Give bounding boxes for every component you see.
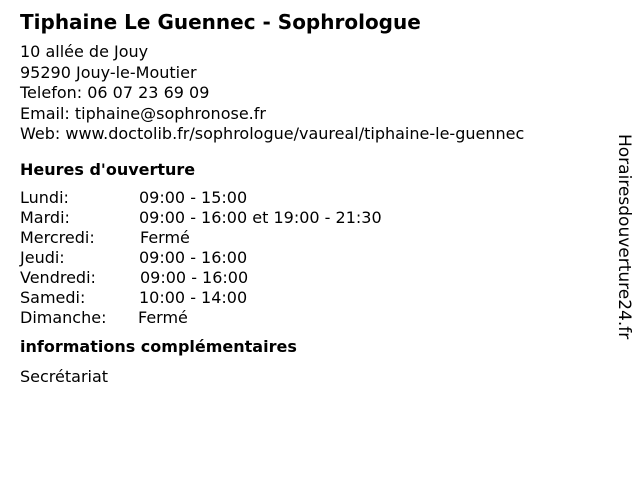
email-line: Email: tiphaine@sophronose.fr [20, 103, 266, 123]
hours-time: Fermé [140, 227, 190, 247]
hours-day-label: Lundi: [20, 187, 69, 207]
hours-row-saturday [20, 288, 600, 308]
hours-time: 09:00 - 15:00 [139, 187, 248, 207]
hours-time: 09:00 - 16:00 [139, 247, 248, 267]
business-card [20, 10, 600, 387]
hours-time: 09:00 - 16:00 et 19:00 - 21:30 [139, 207, 382, 227]
phone-line: Telefon: 06 07 23 69 09 [20, 83, 210, 102]
hours-time: 09:00 - 16:00 [140, 267, 249, 287]
address-line-1: 10 allée de Jouy [20, 42, 149, 61]
hours-row-friday [20, 268, 600, 288]
hours-day-label: Mardi: [20, 207, 70, 227]
hours-day-label: Jeudi: [20, 247, 65, 267]
hours-day-label: Samedi: [20, 287, 86, 307]
extra-info-text: Secrétariat [20, 366, 109, 386]
hours-row-thursday [20, 248, 600, 268]
hours-row-tuesday [20, 208, 600, 228]
hours-row-wednesday [20, 228, 600, 248]
hours-day-label: Mercredi: [20, 227, 95, 247]
address-line-2: 95290 Jouy-le-Moutier [20, 62, 197, 82]
hours-day-label: Vendredi: [20, 267, 96, 287]
web-line: Web: www.doctolib.fr/sophrologue/vaureal/tiphaine-le-guennec [20, 124, 525, 143]
site-watermark: Horairesdouverture24.fr [614, 134, 634, 340]
extra-info-heading: informations complémentaires [20, 336, 297, 356]
hours-heading: Heures d'ouverture [20, 159, 196, 179]
hours-day-label: Dimanche: [20, 307, 107, 327]
hours-row-monday [20, 188, 600, 208]
hours-time: 10:00 - 14:00 [139, 287, 248, 307]
hours-time: Fermé [138, 307, 188, 327]
hours-row-sunday [20, 308, 600, 328]
business-title: Tiphaine Le Guennec - Sophrologue [20, 10, 421, 34]
